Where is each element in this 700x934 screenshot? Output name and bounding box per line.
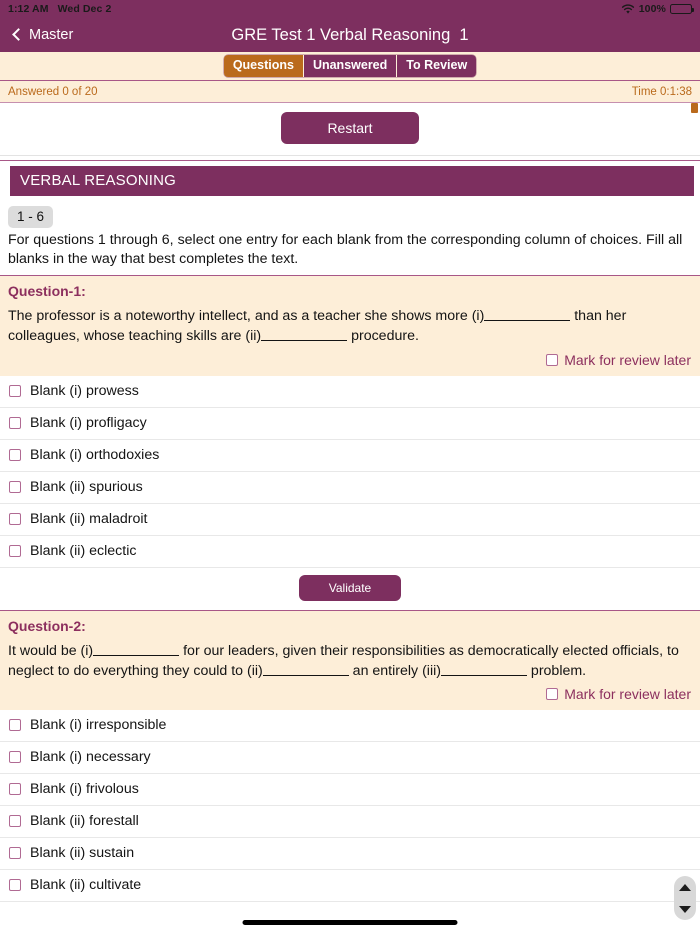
mark-for-review-checkbox[interactable] xyxy=(546,354,558,366)
option-label: Blank (ii) maladroit xyxy=(30,511,148,528)
option-row[interactable] xyxy=(0,710,700,742)
tab-to-review[interactable]: To Review xyxy=(397,55,476,77)
option-checkbox[interactable] xyxy=(9,879,21,891)
option-label: Blank (i) irresponsible xyxy=(30,717,167,734)
question-title: Question-1: xyxy=(8,283,86,300)
blank-placeholder xyxy=(484,320,570,321)
option-checkbox[interactable] xyxy=(9,751,21,763)
status-date: Wed Dec 2 xyxy=(57,3,112,15)
home-indicator xyxy=(243,920,458,925)
mark-for-review-label: Mark for review later xyxy=(564,685,691,702)
option-label: Blank (i) prowess xyxy=(30,383,139,400)
triangle-down-icon[interactable] xyxy=(679,906,691,913)
status-bar xyxy=(0,0,700,18)
section-top-rule xyxy=(0,160,700,161)
mark-for-review-row[interactable] xyxy=(8,681,692,706)
option-checkbox[interactable] xyxy=(9,449,21,461)
chevron-left-icon xyxy=(12,28,25,41)
status-bar-left xyxy=(8,3,111,15)
section-header-wrap xyxy=(0,156,700,196)
option-label: Blank (i) frivolous xyxy=(30,781,139,798)
mark-for-review-checkbox[interactable] xyxy=(546,688,558,700)
instructions-text: For questions 1 through 6, select one entry for each blank from the corresponding column of choices. Fill all blanks in the way that best completes the text. xyxy=(8,232,683,267)
option-label: Blank (ii) forestall xyxy=(30,813,139,830)
option-row[interactable] xyxy=(0,774,700,806)
option-row[interactable] xyxy=(0,870,700,902)
question-text xyxy=(8,641,692,681)
option-label: Blank (ii) cultivate xyxy=(30,877,142,894)
status-bar-right xyxy=(621,3,692,15)
option-row[interactable] xyxy=(0,806,700,838)
option-label: Blank (ii) sustain xyxy=(30,845,135,862)
question-text-segment: problem. xyxy=(526,662,587,679)
wifi-icon xyxy=(621,4,635,15)
battery-percent-label: 100% xyxy=(638,3,666,15)
mark-for-review-row[interactable] xyxy=(8,347,692,372)
question-text-segment: than her colleagues, whose teaching skills are (ii) xyxy=(8,308,627,345)
back-button-label: Master xyxy=(29,27,74,43)
question-text xyxy=(8,306,692,346)
option-label: Blank (i) profligacy xyxy=(30,415,147,432)
blank-placeholder xyxy=(263,675,349,676)
restart-button[interactable]: Restart xyxy=(281,112,419,144)
option-row[interactable] xyxy=(0,376,700,408)
progress-status-bar xyxy=(0,81,700,103)
status-time: 1:12 AM xyxy=(8,3,49,15)
battery-icon xyxy=(670,4,692,14)
option-checkbox[interactable] xyxy=(9,513,21,525)
instructions-block xyxy=(0,196,700,275)
blank-placeholder xyxy=(93,655,179,656)
answered-count: Answered 0 of 20 xyxy=(8,85,98,98)
option-checkbox[interactable] xyxy=(9,385,21,397)
option-row[interactable] xyxy=(0,408,700,440)
segmented-control xyxy=(224,55,476,77)
question-block xyxy=(0,275,700,375)
mark-for-review-label: Mark for review later xyxy=(564,351,691,368)
validate-button[interactable]: Validate xyxy=(299,575,401,601)
restart-row xyxy=(0,103,700,155)
validate-row xyxy=(0,568,700,610)
option-label: Blank (i) orthodoxies xyxy=(30,447,160,464)
question-title: Question-2: xyxy=(8,617,86,634)
option-row[interactable] xyxy=(0,472,700,504)
question-text-segment: It would be (i) xyxy=(8,642,94,659)
option-row[interactable] xyxy=(0,504,700,536)
tab-unanswered[interactable]: Unanswered xyxy=(304,55,397,77)
section-title: VERBAL REASONING xyxy=(10,166,694,196)
option-checkbox[interactable] xyxy=(9,847,21,859)
timer-value: Time 0:1:38 xyxy=(631,85,692,98)
triangle-up-icon[interactable] xyxy=(679,884,691,891)
content-scroll-area[interactable] xyxy=(0,103,700,934)
navigation-bar xyxy=(0,18,700,52)
option-checkbox[interactable] xyxy=(9,481,21,493)
filter-tab-bar xyxy=(0,52,700,81)
option-checkbox[interactable] xyxy=(9,783,21,795)
blank-placeholder xyxy=(441,675,527,676)
option-checkbox[interactable] xyxy=(9,417,21,429)
option-checkbox[interactable] xyxy=(9,545,21,557)
option-row[interactable] xyxy=(0,440,700,472)
question-range-badge: 1 - 6 xyxy=(8,206,53,228)
scroll-indicator[interactable] xyxy=(691,103,698,113)
scroll-stepper[interactable] xyxy=(674,876,696,920)
option-label: Blank (ii) spurious xyxy=(30,479,143,496)
question-text-segment: procedure. xyxy=(347,328,419,345)
back-button[interactable] xyxy=(0,27,73,43)
option-row[interactable] xyxy=(0,536,700,568)
question-text-segment: an entirely (iii) xyxy=(348,662,441,679)
option-row[interactable] xyxy=(0,838,700,870)
question-text-segment: for our leaders, given their responsibilities as democratically elected officials, to neglect to do everything they could to (ii) xyxy=(8,642,679,679)
question-block xyxy=(0,610,700,710)
question-options-list xyxy=(0,376,700,568)
blank-placeholder xyxy=(261,340,347,341)
option-checkbox[interactable] xyxy=(9,719,21,731)
tab-questions[interactable]: Questions xyxy=(224,55,304,77)
option-checkbox[interactable] xyxy=(9,815,21,827)
page-title: GRE Test 1 Verbal Reasoning 1 xyxy=(231,25,469,44)
option-label: Blank (i) necessary xyxy=(30,749,151,766)
option-label: Blank (ii) eclectic xyxy=(30,543,137,560)
question-options-list xyxy=(0,710,700,902)
question-text-segment: The professor is a noteworthy intellect, and as a teacher she shows more (i) xyxy=(8,308,485,325)
option-row[interactable] xyxy=(0,742,700,774)
